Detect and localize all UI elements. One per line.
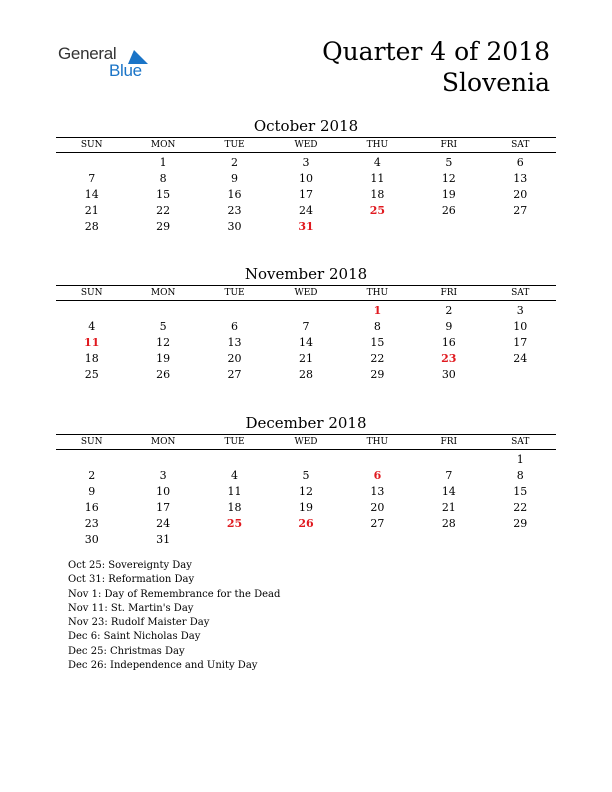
day-cell: 21 bbox=[441, 501, 456, 514]
day-cell: 6 bbox=[231, 320, 239, 333]
holiday-item: Nov 23: Rudolf Maister Day bbox=[68, 617, 210, 629]
day-cell: 22 bbox=[156, 204, 171, 217]
day-cell: 14 bbox=[441, 485, 456, 498]
weekday-label: THU bbox=[366, 288, 389, 298]
weekday-label: SUN bbox=[80, 437, 103, 447]
day-cell bbox=[485, 532, 556, 548]
day-cell: 17 bbox=[298, 188, 313, 201]
day-cell: 17 bbox=[156, 501, 171, 514]
day-cell: 4 bbox=[373, 156, 381, 169]
day-cell bbox=[270, 452, 341, 468]
month-title: November 2018 bbox=[244, 265, 368, 283]
day-cell bbox=[270, 532, 341, 548]
holiday-item: Dec 25: Christmas Day bbox=[68, 645, 185, 657]
week-row bbox=[56, 187, 556, 203]
day-cell: 7 bbox=[445, 469, 453, 482]
day-cell: 28 bbox=[84, 220, 99, 233]
holiday-date: 23 bbox=[441, 352, 457, 365]
week-row bbox=[56, 319, 556, 335]
day-cell: 28 bbox=[298, 368, 313, 381]
week-row bbox=[56, 484, 556, 500]
holiday-item: Dec 26: Independence and Unity Day bbox=[68, 660, 258, 672]
day-cell: 6 bbox=[516, 156, 524, 169]
weekday-label: FRI bbox=[440, 140, 458, 150]
week-row bbox=[56, 468, 556, 484]
holiday-date: 1 bbox=[373, 304, 382, 317]
week-row bbox=[56, 452, 556, 468]
week-row bbox=[56, 335, 556, 351]
day-cell: 30 bbox=[84, 533, 99, 546]
day-cell: 14 bbox=[84, 188, 99, 201]
day-cell: 13 bbox=[227, 336, 242, 349]
page-title bbox=[322, 36, 550, 98]
day-cell: 9 bbox=[445, 320, 453, 333]
day-cell: 28 bbox=[441, 517, 456, 530]
day-cell: 30 bbox=[441, 368, 456, 381]
day-cell bbox=[485, 219, 556, 235]
day-cell bbox=[56, 303, 127, 319]
day-cell bbox=[56, 155, 127, 171]
day-cell: 4 bbox=[231, 469, 239, 482]
week-row bbox=[56, 351, 556, 367]
day-cell bbox=[199, 303, 270, 319]
day-cell: 9 bbox=[88, 485, 96, 498]
country-title: Slovenia bbox=[441, 68, 550, 97]
holiday-date: 11 bbox=[84, 336, 100, 349]
week-row bbox=[56, 500, 556, 516]
day-cell: 5 bbox=[445, 156, 453, 169]
day-cell: 13 bbox=[513, 172, 528, 185]
day-cell: 20 bbox=[227, 352, 242, 365]
week-row bbox=[56, 171, 556, 187]
day-cell: 25 bbox=[84, 368, 99, 381]
weekday-label: SUN bbox=[80, 140, 103, 150]
day-cell: 2 bbox=[88, 469, 96, 482]
day-cell: 3 bbox=[159, 469, 167, 482]
day-cell bbox=[270, 303, 341, 319]
holiday-date: 6 bbox=[373, 469, 382, 482]
day-cell: 21 bbox=[84, 204, 99, 217]
day-cell: 20 bbox=[513, 188, 528, 201]
holiday-date: 25 bbox=[369, 204, 386, 217]
weekday-label: THU bbox=[366, 140, 389, 150]
day-cell bbox=[56, 452, 127, 468]
day-cell bbox=[413, 452, 484, 468]
day-cell: 24 bbox=[298, 204, 313, 217]
week-row bbox=[56, 367, 556, 383]
day-cell bbox=[485, 367, 556, 383]
day-cell: 15 bbox=[513, 485, 528, 498]
day-cell: 22 bbox=[370, 352, 385, 365]
day-cell: 8 bbox=[516, 469, 524, 482]
day-cell: 29 bbox=[513, 517, 528, 530]
day-cell: 24 bbox=[513, 352, 528, 365]
weekday-label: SAT bbox=[511, 288, 530, 298]
day-cell bbox=[127, 303, 198, 319]
day-cell: 14 bbox=[298, 336, 313, 349]
day-cell: 5 bbox=[159, 320, 167, 333]
day-cell: 27 bbox=[370, 517, 385, 530]
holiday-item: Oct 31: Reformation Day bbox=[68, 574, 195, 586]
weekday-label: SAT bbox=[511, 437, 530, 447]
day-cell bbox=[413, 219, 484, 235]
week-row bbox=[56, 219, 556, 235]
day-cell: 3 bbox=[302, 156, 310, 169]
day-cell: 23 bbox=[227, 204, 242, 217]
day-cell: 19 bbox=[298, 501, 313, 514]
holiday-item: Oct 25: Sovereignty Day bbox=[68, 560, 192, 571]
weekday-label: MON bbox=[150, 140, 176, 150]
week-row bbox=[56, 155, 556, 171]
day-cell: 27 bbox=[227, 368, 242, 381]
day-cell: 29 bbox=[370, 368, 385, 381]
day-cell: 21 bbox=[298, 352, 313, 365]
day-cell: 4 bbox=[88, 320, 96, 333]
day-cell: 7 bbox=[88, 172, 96, 185]
day-cell: 16 bbox=[227, 188, 242, 201]
weekday-header bbox=[56, 137, 556, 153]
weekday-label: THU bbox=[366, 437, 389, 447]
day-cell: 16 bbox=[84, 501, 99, 514]
weekday-label: SUN bbox=[80, 288, 103, 298]
day-cell: 9 bbox=[231, 172, 239, 185]
weekday-label: MON bbox=[150, 437, 176, 447]
month-november bbox=[56, 263, 556, 383]
weekday-label: TUE bbox=[224, 437, 245, 447]
day-cell: 15 bbox=[370, 336, 385, 349]
day-cell: 18 bbox=[370, 188, 385, 201]
day-cell: 8 bbox=[373, 320, 381, 333]
month-october bbox=[56, 115, 556, 235]
week-row bbox=[56, 303, 556, 319]
holiday-item: Nov 1: Day of Remembrance for the Dead bbox=[68, 588, 281, 600]
holiday-date: 31 bbox=[298, 220, 314, 233]
holiday-item: Dec 6: Saint Nicholas Day bbox=[68, 631, 201, 643]
day-cell: 3 bbox=[516, 304, 524, 317]
month-title: December 2018 bbox=[245, 414, 367, 432]
day-cell: 5 bbox=[302, 469, 310, 482]
day-cell: 2 bbox=[231, 156, 239, 169]
weekday-label: WED bbox=[294, 288, 318, 298]
weekday-label: WED bbox=[294, 140, 318, 150]
day-cell: 26 bbox=[441, 204, 456, 217]
day-cell: 10 bbox=[513, 320, 528, 333]
day-cell: 22 bbox=[513, 501, 528, 514]
day-cell bbox=[342, 452, 413, 468]
weekday-label: SAT bbox=[511, 140, 530, 150]
weekday-label: WED bbox=[294, 437, 318, 447]
day-cell: 12 bbox=[298, 485, 313, 498]
holiday-date: 26 bbox=[298, 517, 314, 530]
logo-general-text: General bbox=[58, 44, 117, 63]
day-cell: 12 bbox=[441, 172, 456, 185]
weekday-label: TUE bbox=[224, 288, 245, 298]
logo-blue-text: Blue bbox=[109, 61, 142, 80]
day-cell: 18 bbox=[227, 501, 242, 514]
weekday-header bbox=[56, 285, 556, 301]
week-row bbox=[56, 532, 556, 548]
day-cell: 20 bbox=[370, 501, 385, 514]
week-row bbox=[56, 516, 556, 532]
weekday-label: FRI bbox=[440, 288, 458, 298]
day-cell bbox=[413, 532, 484, 548]
day-cell: 11 bbox=[227, 485, 242, 498]
day-cell: 7 bbox=[302, 320, 310, 333]
day-cell: 10 bbox=[156, 485, 171, 498]
holiday-item: Nov 11: St. Martin's Day bbox=[68, 602, 194, 614]
day-cell bbox=[127, 452, 198, 468]
day-cell: 19 bbox=[441, 188, 456, 201]
holiday-list bbox=[68, 559, 280, 673]
weekday-label: MON bbox=[150, 288, 176, 298]
weekday-header bbox=[56, 434, 556, 450]
day-cell: 12 bbox=[156, 336, 171, 349]
week-row bbox=[56, 203, 556, 219]
day-cell: 16 bbox=[441, 336, 456, 349]
day-cell bbox=[199, 532, 270, 548]
month-december bbox=[56, 412, 556, 548]
day-cell: 26 bbox=[156, 368, 171, 381]
day-cell: 11 bbox=[370, 172, 385, 185]
day-cell bbox=[342, 532, 413, 548]
day-cell: 8 bbox=[159, 172, 167, 185]
day-cell: 17 bbox=[513, 336, 528, 349]
generalblue-logo bbox=[58, 44, 158, 84]
month-title: October 2018 bbox=[253, 117, 359, 135]
day-cell: 24 bbox=[156, 517, 171, 530]
day-cell: 2 bbox=[445, 304, 453, 317]
day-cell: 30 bbox=[227, 220, 242, 233]
day-cell: 13 bbox=[370, 485, 385, 498]
day-cell: 23 bbox=[84, 517, 99, 530]
day-cell: 18 bbox=[84, 352, 99, 365]
weekday-label: FRI bbox=[440, 437, 458, 447]
day-cell: 29 bbox=[156, 220, 171, 233]
day-cell: 10 bbox=[298, 172, 313, 185]
day-cell: 1 bbox=[516, 453, 524, 466]
quarter-title: Quarter 4 of 2018 bbox=[322, 37, 550, 66]
day-cell: 31 bbox=[156, 533, 171, 546]
day-cell bbox=[342, 219, 413, 235]
holiday-date: 25 bbox=[226, 517, 243, 530]
day-cell: 1 bbox=[159, 156, 167, 169]
weekday-label: TUE bbox=[224, 140, 245, 150]
day-cell: 15 bbox=[156, 188, 171, 201]
day-cell: 19 bbox=[156, 352, 171, 365]
day-cell bbox=[199, 452, 270, 468]
day-cell: 27 bbox=[513, 204, 528, 217]
